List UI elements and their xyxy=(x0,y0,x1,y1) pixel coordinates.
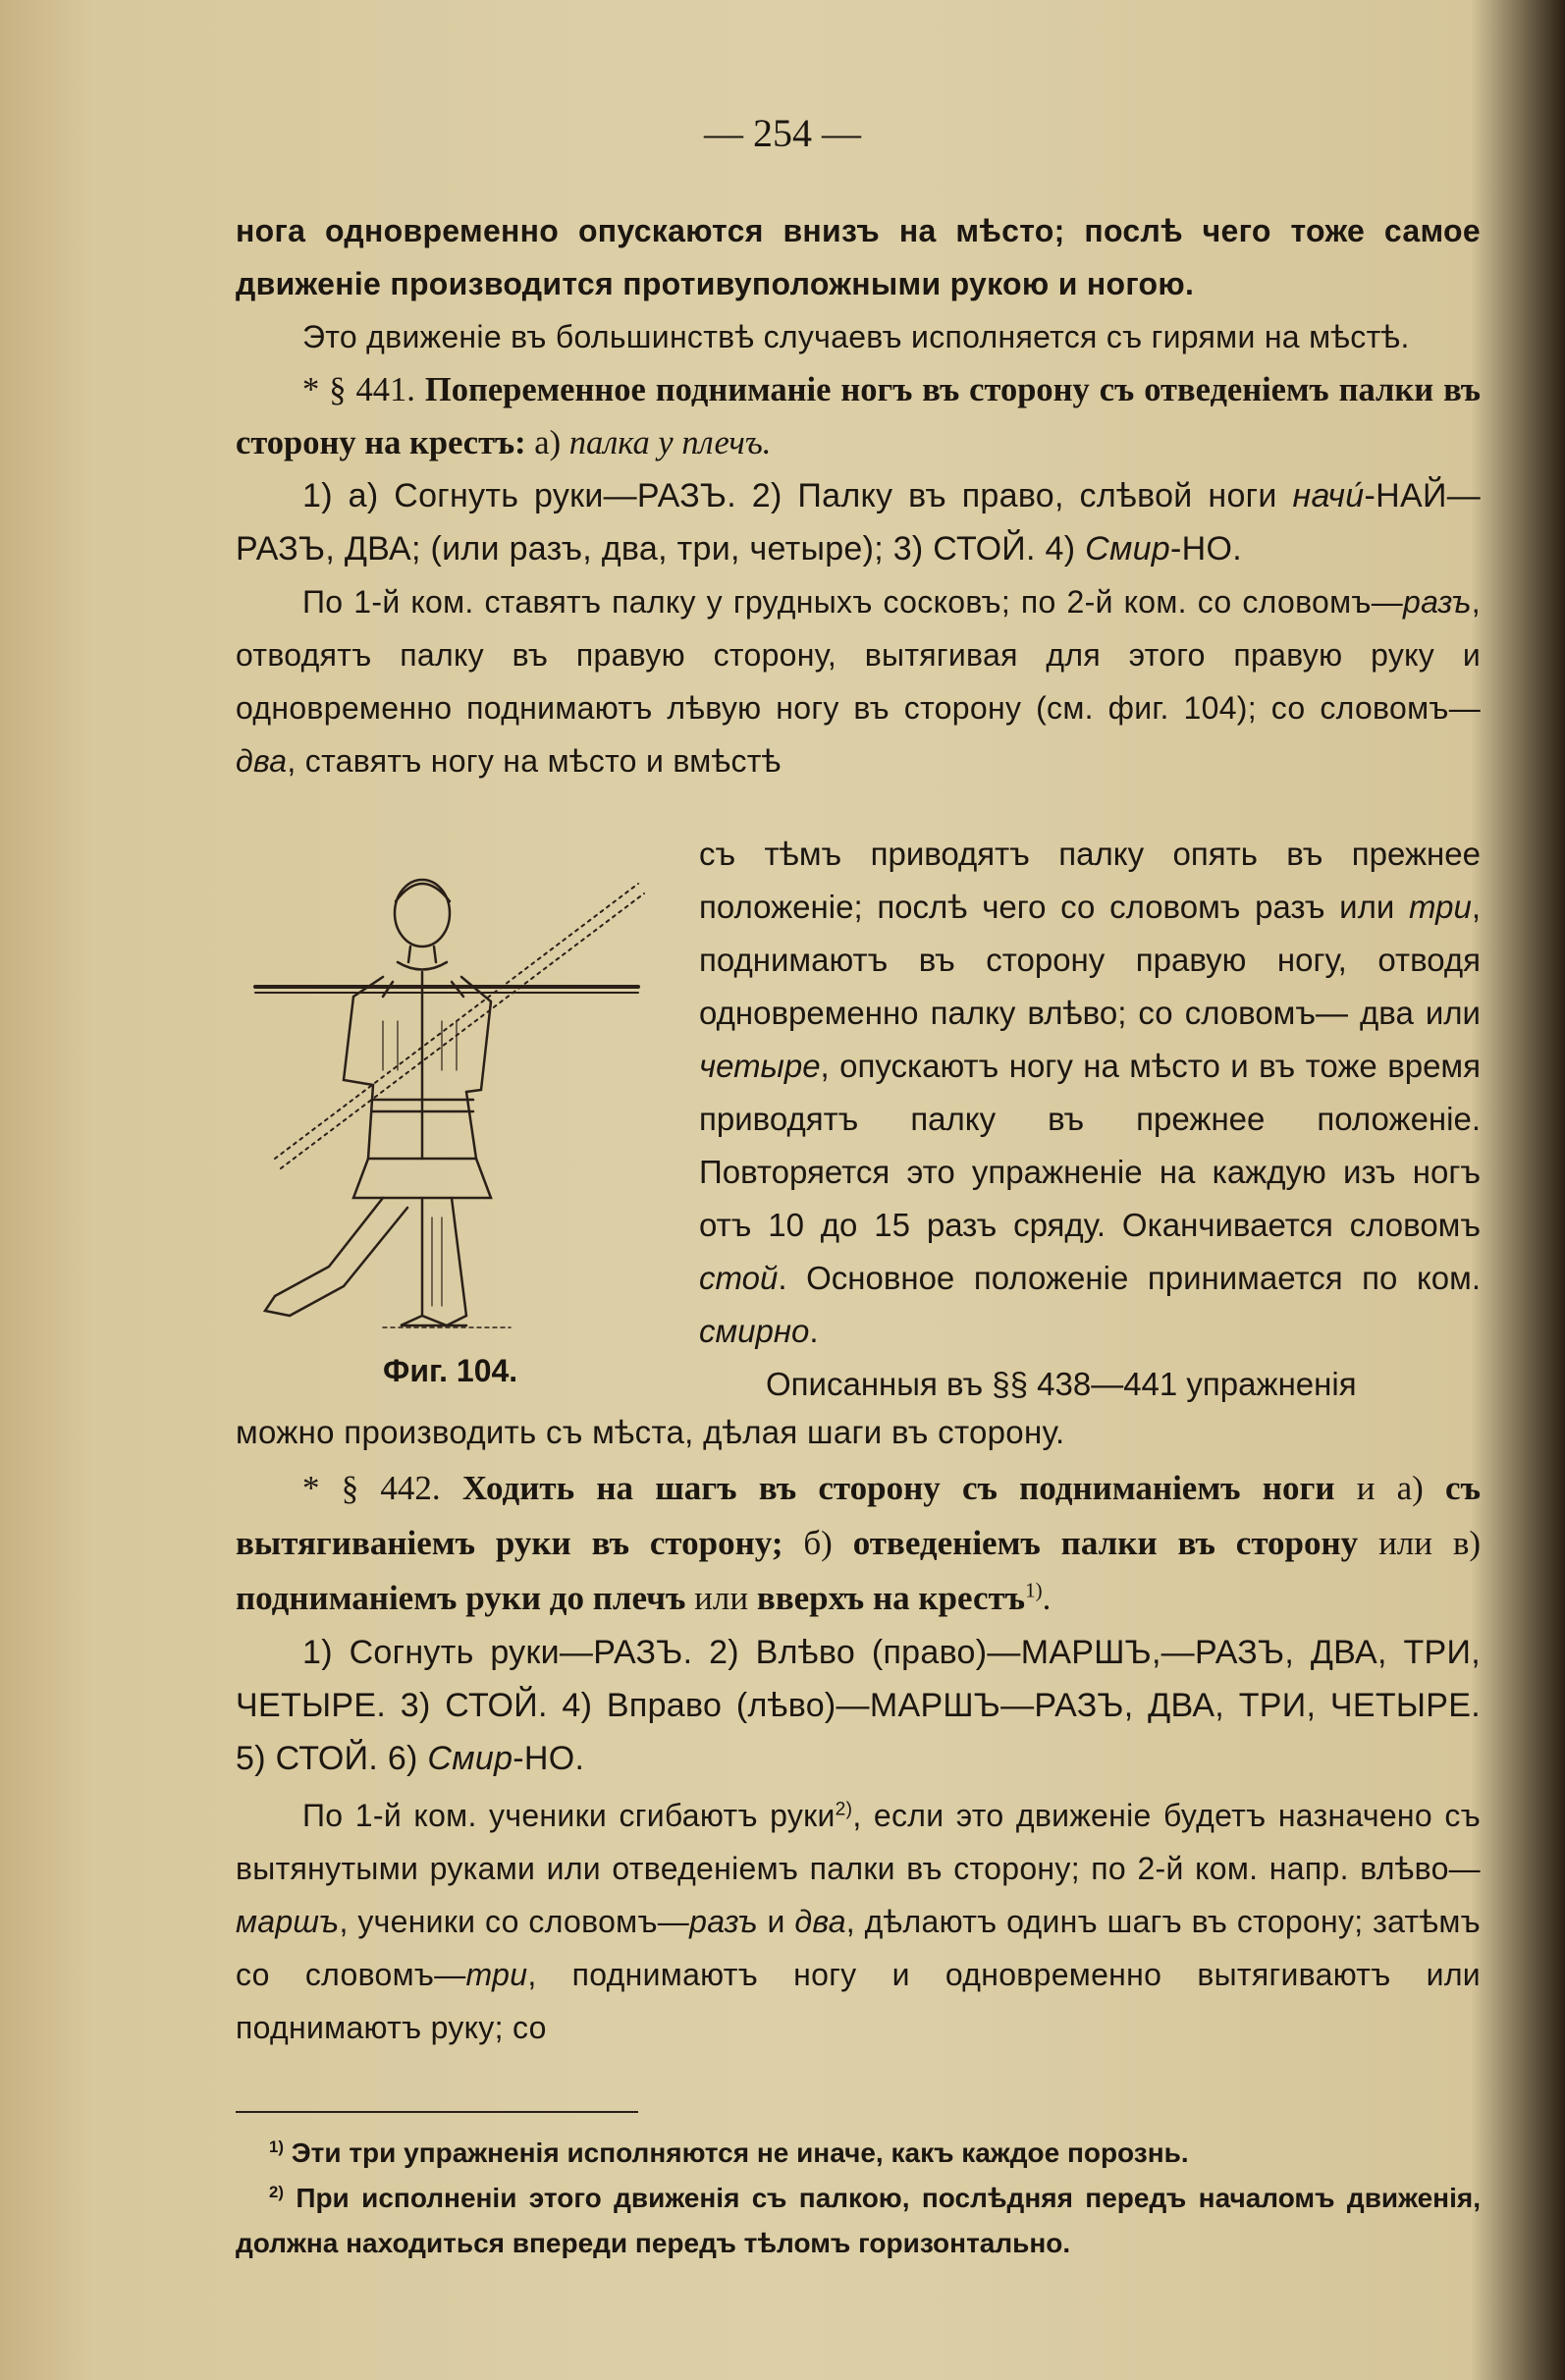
footnotes xyxy=(236,2131,1481,2266)
top-text-block xyxy=(236,204,1481,363)
section-441-a: а) xyxy=(534,424,562,461)
footnote-2: $^{2)}$ При исполненiи этого движенiя съ палкою, послѣдняя передъ началомъ движенiя, должна находиться впереди передъ тѣломъ горизонтально. xyxy=(236,2182,1481,2258)
figure-caption: Фиг. 104. xyxy=(383,1353,518,1388)
section-441-title: Попеременное подниманiе ногъ въ сторону съ отведенiемъ палки въ сторону на крестъ: xyxy=(236,371,1482,461)
figure-104 xyxy=(236,864,668,1394)
paragraph-continuation: нога одновременно опускаются внизъ на мѣсто; послѣ чего тоже самое движенiе производится противуположными рукою и ногою. xyxy=(236,213,1481,301)
section-442 xyxy=(236,1461,1481,2054)
section-441-commands: 1) а) Согнуть руки—РАЗЪ. 2) Палку въ право, слѣвой ноги начи́-НАЙ—РАЗЪ, ДВА; (или разъ, два, три, четыре); 3) СТОЙ. 4) Смир-НО. xyxy=(236,477,1481,568)
after-figure-line: можно производить съ мѣста, дѣлая шаги въ сторону. xyxy=(236,1414,1065,1450)
footnote-ref-1[interactable]: 1) xyxy=(1025,1578,1043,1602)
footnote-1: $^{1)}$ Эти три упражненiя исполняются не иначе, какъ каждое порознь. xyxy=(269,2137,1189,2168)
section-442-commands: 1) Согнуть руки—РАЗЪ. 2) Влѣво (право)—МАРШЪ,—РАЗЪ, ДВА, ТРИ, ЧЕТЫРЕ. 3) СТОЙ. 4) Вправо (лѣво)—МАРШЪ—РАЗЪ, ДВА, ТРИ, ЧЕТЫРЕ. 5) СТОЙ. 6) Смир-НО. xyxy=(236,1634,1481,1777)
section-441-description: По 1-й ком. ставятъ палку у грудныхъ сосковъ; по 2-й ком. со словомъ—разъ, отводятъ палку въ правую сторону, вытягивая для этого правую руку и одновременно поднимаютъ лѣвую ногу въ сторону (см. фиг. 104); со словомъ—два, ставятъ ногу на мѣсто и вмѣстѣ xyxy=(236,584,1481,779)
section-441-mark: * § 441. xyxy=(302,371,415,408)
gymnast-illustration xyxy=(236,864,648,1335)
section-442-description: По 1-й ком. ученики сгибаютъ руки$^{2)}$, если это движенiе будетъ назначено съ вытянутыми руками или отведенiемъ палки въ сторону; по 2-й ком. напр. влѣво—маршъ, ученики со словомъ—разъ и два, дѣлаютъ одинъ шагъ въ сторону; затѣмъ со словомъ—три, поднимаютъ ногу и одновременно вытягиваютъ или поднимаютъ руку; со xyxy=(236,1798,1481,2045)
described-exercises: Описанныя въ §§ 438—441 упражненiя xyxy=(766,1366,1357,1402)
footnote-ref-2[interactable]: 2) xyxy=(835,1799,853,1820)
section-441-title-italic: палка у плечъ. xyxy=(568,424,772,461)
page-number: — 254 — xyxy=(704,111,861,155)
section-441 xyxy=(236,363,1481,787)
section-442-heading: * § 442. Ходить на шагъ въ сторону съ подниманiемъ ноги и а) съ вытягиванiемъ руки въ сторону; б) отведенiемъ палки въ сторону или в) подниманiемъ руки до плечъ или вверхъ на крестъ$^{1)}$. xyxy=(236,1469,1482,1617)
footnote-divider xyxy=(236,2111,638,2113)
paragraph-weights: Это движенiе въ большинствѣ случаевъ исполняется съ гирями на мѣстѣ. xyxy=(302,319,1410,354)
section-441-heading xyxy=(236,363,1481,469)
figure-wrap-text: съ тѣмъ приводятъ палку опять въ прежнее положенiе; послѣ чего со словомъ разъ или три, поднимаютъ въ сторону правую ногу, отводя одновременно палку влѣво; со словомъ— два или четыре, опускаютъ ногу на мѣсто и въ тоже время приводятъ палку въ прежнее положенiе. Повторяется это упражненiе на каждую изъ ногъ отъ 10 до 15 разъ сряду. Оканчивается словомъ стой. Основное положенiе принимается по ком. смирно. Описанныя въ §§ 438—441 упражненiя xyxy=(699,828,1481,1411)
